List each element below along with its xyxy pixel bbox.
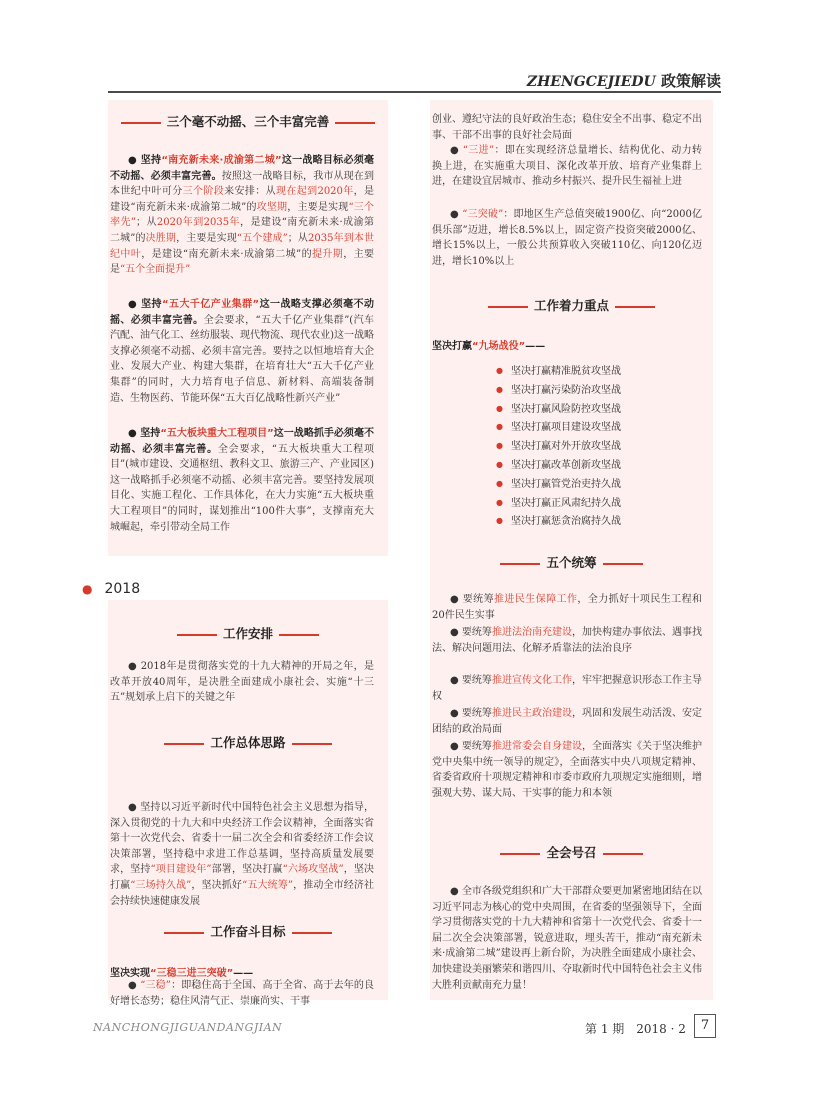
paragraph-call: ● 全市各级党组织和广大干部群众要更加紧密地团结在以习近平同志为核心的党中央周围，在省委的坚强领导下，全面学习贯彻落实党的十九大精神和省第十一次党代会、省委十一届二次全会决策部署，锐意进取，埋头苦干，推动“南充新未来·成渝第二城”建设再上新台阶，为决胜全面建成小康社会、加快建设美丽繁荣和谐四川、夺取新时代中国特色社会主义伟大胜利贡献南充力量！	[432, 886, 702, 991]
paragraph-coordination-4: ● 要统筹推进民主政治建设，巩固和发展生动活泼、安定团结的政治局面	[432, 708, 703, 735]
section-heading: 工作奋斗目标	[108, 922, 388, 940]
page-number: 7	[694, 1014, 716, 1038]
paragraph-continued: 创业、遵纪守法的良好政治生态；稳住安全不出事、稳定不出事、干部不出事的良好社会局面	[432, 114, 702, 141]
paragraph-three-advances: ● “三进”：即在实现经济总量增长、结构优化、动力转换上进，在实施重大项目、深化改革开放、培育产业集群上进，在建设宜居城市、推动乡村振兴、提升民生福祉上进	[432, 145, 703, 188]
list-item: ● 坚决打赢污染防治攻坚战	[496, 381, 621, 400]
section-heading: 工作总体思路	[108, 733, 388, 751]
list-item: ● 坚决打赢正风肃纪持久战	[496, 494, 621, 513]
subheading-battles: 坚决打赢“九场战役”——	[432, 341, 546, 352]
paragraph-arrangement: ● 2018年是贯彻落实党的十九大精神的开局之年，是改革开放40周年，是决胜全面建成小康社会、实施“十三五”规划承上启下的关键之年	[110, 661, 374, 704]
section-heading: 全会号召	[430, 843, 713, 861]
footer-pinyin: NANCHONGJIGUANDANGJIAN	[93, 1021, 283, 1034]
section-heading: 五个统筹	[430, 553, 713, 571]
header-chinese: 政策解读	[660, 72, 721, 90]
paragraph-coordination-5: ● 要统筹推进常委会自身建设，全面落实《关于坚决维护党中央集中统一领导的规定》，全面落实中央八项规定精神、省委省政府十项规定精神和市委市政府九项规定实施细则，增强观大势、谋大局、干实事的能力和本领	[432, 741, 703, 799]
list-item: ● 坚决打赢精准脱贫攻坚战	[496, 362, 621, 381]
battle-list	[496, 362, 621, 531]
list-item: ● 坚决打赢风险防控攻坚战	[496, 400, 621, 419]
paragraph-major-projects: ● 坚持“五大板块重大工程项目”这一战略抓手必须毫不动摇、必须丰富完善。全会要求，“五大板块重大工程项目”(城市建设、交通枢纽、教科文卫、旅游三产、产业园区)这一战略抓手必须毫不动摇、必须丰富完善。要坚持发展项目化、实施工程化、工作具体化，在大力实施“五大板块重大工程项目”的同时，谋划推出“100件大事”，支撑南充大城崛起，牵引带动全局工作	[110, 428, 374, 533]
list-item: ● 坚决打赢项目建设攻坚战	[496, 418, 621, 437]
paragraph-industry-clusters: ● 坚持“五大千亿产业集群”这一战略支撑必须毫不动摇、必须丰富完善。全会要求，“五大千亿产业集群”(汽车汽配、油气化工、丝纺服装、现代物流、现代农业)这一战略支撑必须毫不动摇、必须丰富完善。要持之以恒地培育大企业、发展大产业、构建大集群，在培育壮大“五大千亿产业集群”的同时，大力培育电子信息、新材料、高端装备制造、生物医药、节能环保“五大百亿战略性新兴产业”	[110, 299, 374, 404]
paragraph-three-stages: ● 坚持“南充新未来·成渝第二城”这一战略目标必须毫不动摇、必须丰富完善。按照这一战略目标，我市从现在到本世纪中叶可分三个阶段来安排：从现在起到2020年，是建设“南充新未来·成渝第二城”的攻坚期，主要是实现“三个率先”；从2020年到2035年，是建设“南充新未来·成渝第二城”的决胜期，主要是实现“五个建成”；从2035年到本世纪中叶，是建设“南充新未来·成渝第二城”的提升期，主要是“五个全面提升”	[110, 155, 375, 276]
section-heading: 工作安排	[108, 624, 388, 642]
section-heading: 三个毫不动摇、三个丰富完善	[108, 112, 388, 130]
list-item: ● 坚决打赢改革创新攻坚战	[496, 456, 621, 475]
header-title	[527, 70, 721, 91]
header-rule	[108, 91, 721, 93]
paragraph-three-stabilities: ● “三稳”：即稳住高于全国、高于全省、高于去年的良好增长态势；稳住风清气正、崇廉尚实、干事	[110, 980, 375, 1007]
paragraph-three-breakthroughs: ● “三突破”：即地区生产总值突破1900亿、向“2000亿俱乐部”迈进，增长8.5%以上，固定资产投资突破2000亿、增长15%以上，一般公共预算收入突破110亿、向120亿迈进，增长10%以上	[432, 209, 703, 267]
paragraph-coordination-1: ● 要统筹推进民生保障工作，全力抓好十项民生工程和20件民生实事	[432, 594, 703, 621]
header-pinyin: ZHENGCEJIEDU	[526, 74, 656, 90]
section-heading: 工作着力重点	[430, 296, 713, 314]
paragraph-coordination-2: ● 要统筹推进法治南充建设，加快构建办事依法、遇事找法、解决问题用法、化解矛盾靠法的法治良序	[432, 627, 703, 654]
list-item: ● 坚决打赢对外开放攻坚战	[496, 437, 621, 456]
footer-issue: 第 1 期 2018 · 2	[585, 1022, 686, 1036]
paragraph-overall-thinking: ● 坚持以习近平新时代中国特色社会主义思想为指导，深入贯彻党的十九大和中央经济工作会议精神，全面落实省第十一次党代会、省委十一届二次全会和省委经济工作会议决策部署，坚持稳中求进工作总基调，坚持高质量发展要求，坚持“项目建设年”部署，坚决打赢“六场攻坚战”，坚决打赢“三场持久战”，坚决抓好“五大统筹”，推动全市经济社会持续快速健康发展	[110, 802, 375, 907]
year-marker: ● 2018	[82, 581, 141, 597]
subheading-goals: 坚决实现“三稳三进三突破”——	[110, 968, 254, 979]
list-item: ● 坚决打赢管党治吏持久战	[496, 475, 621, 494]
list-item: ● 坚决打赢惩贪治腐持久战	[496, 512, 621, 531]
paragraph-coordination-3: ● 要统筹推进宣传文化工作，牢牢把握意识形态工作主导权	[432, 675, 703, 702]
